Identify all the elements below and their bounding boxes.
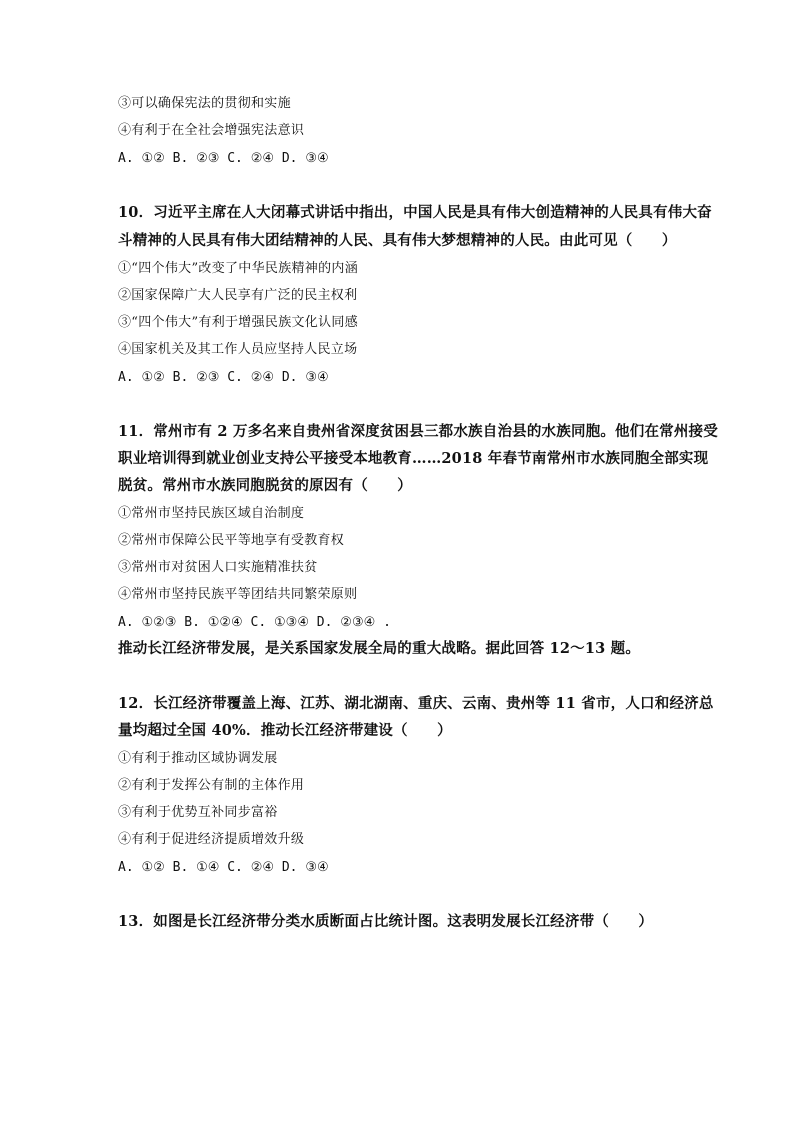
q11-option-1: ①常州市坚持民族区域自治制度 (118, 506, 305, 521)
q13-stem-line-1: 13．如图是长江经济带分类水质断面占比统计图。这表明发展长江经济带（ ） (118, 913, 654, 930)
q9-option-3: ③可以确保宪法的贯彻和实施 (118, 96, 291, 111)
q12-option-2: ②有利于发挥公有制的主体作用 (118, 778, 305, 793)
section-intro: 推动长江经济带发展，是关系国家发展全局的重大战略。据此回答 12～13 题。 (118, 640, 641, 657)
q12-option-4: ④有利于促进经济提质增效升级 (118, 832, 305, 847)
q10-stem-line-2: 斗精神的人民具有伟大团结精神的人民、具有伟大梦想精神的人民。由此可见（ ） (118, 232, 677, 249)
q10-option-3: ③“四个伟大”有利于增强民族文化认同感 (118, 315, 358, 330)
q11-stem-line-1: 11．常州市有 2 万多名来自贵州省深度贫困县三都水族自治县的水族同胞。他们在常州接受 (118, 423, 718, 440)
q11-stem-line-2: 职业培训得到就业创业支持公平接受本地教育……2018 年春节南常州市水族同胞全部实现 (118, 450, 709, 467)
q10-option-1: ①“四个伟大”改变了中华民族精神的内涵 (118, 261, 358, 276)
q12-option-3: ③有利于优势互补同步富裕 (118, 805, 278, 820)
q10-answer-choices: A. ①② B. ②③ C. ②④ D. ③④ (118, 370, 329, 385)
q12-stem-line-1: 12．长江经济带覆盖上海、江苏、湖北湖南、重庆、云南、贵州等 11 省市，人口和经济总 (118, 695, 714, 712)
q12-stem-line-2: 量均超过全国 40%．推动长江经济带建设（ ） (118, 722, 452, 739)
q12-answer-choices: A. ①② B. ①④ C. ②④ D. ③④ (118, 860, 329, 875)
q12-option-1: ①有利于推动区域协调发展 (118, 751, 278, 766)
q11-option-3: ③常州市对贫困人口实施精准扶贫 (118, 560, 318, 575)
q9-answer-choices: A. ①② B. ②③ C. ②④ D. ③④ (118, 151, 329, 166)
q9-option-4: ④有利于在全社会增强宪法意识 (118, 123, 305, 138)
q11-option-2: ②常州市保障公民平等地享有受教育权 (118, 533, 345, 548)
q10-option-4: ④国家机关及其工作人员应坚持人民立场 (118, 342, 358, 357)
q11-option-4: ④常州市坚持民族平等团结共同繁荣原则 (118, 587, 358, 602)
q11-answer-choices: A. ①②③ B. ①②④ C. ①③④ D. ②③④ . (118, 615, 391, 630)
q10-option-2: ②国家保障广大人民享有广泛的民主权利 (118, 288, 358, 303)
q10-stem-line-1: 10．习近平主席在人大闭幕式讲话中指出，中国人民是具有伟大创造精神的人民具有伟大奋 (118, 204, 712, 221)
q11-stem-line-3: 脱贫。常州市水族同胞脱贫的原因有（ ） (118, 477, 412, 494)
